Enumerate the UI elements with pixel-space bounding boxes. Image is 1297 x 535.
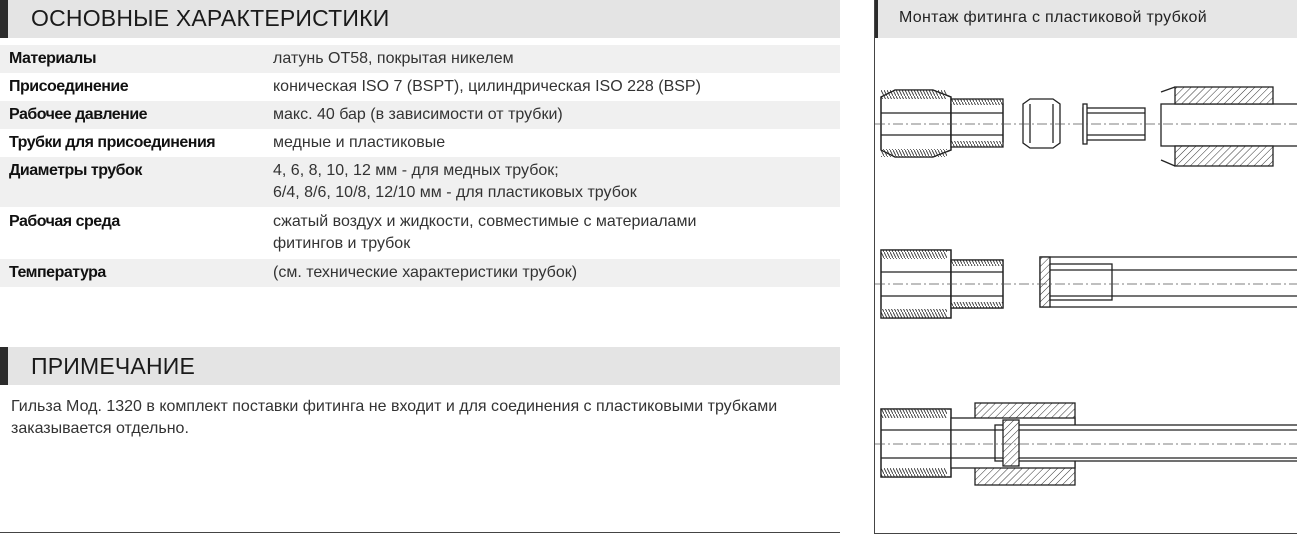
- table-row: [0, 129, 840, 157]
- body-nipple: [951, 104, 1003, 142]
- table-row: [0, 73, 840, 101]
- row-label: Рабочее давление: [9, 106, 148, 123]
- bottom-divider: [0, 532, 840, 533]
- nut-bottom: [1175, 146, 1273, 166]
- row-value-line2: 6/4, 8/6, 10/8, 12/10 мм - для пластиковых трубок: [273, 184, 637, 201]
- panel-title: Монтаж фитинга с пластиковой трубкой: [899, 9, 1207, 26]
- row-value: коническая ISO 7 (BSPT), цилиндрическая ISO 228 (BSP): [273, 78, 701, 95]
- table-row: [0, 259, 840, 287]
- row-label: Диаметры трубок: [9, 162, 142, 179]
- note-title: ПРИМЕЧАНИЕ: [31, 353, 196, 379]
- row-label: Температура: [9, 264, 106, 281]
- row-value: (см. технические характеристики трубок): [273, 264, 578, 281]
- plastic-tube: [1161, 104, 1297, 146]
- ferrule: [1023, 99, 1060, 148]
- header-accent-bar: [0, 347, 8, 385]
- assembly-panel: [874, 0, 1297, 534]
- header-accent-bar: [0, 0, 8, 38]
- specs-header: [0, 0, 840, 38]
- row-value: 4, 6, 8, 10, 12 мм - для медных трубок;: [273, 162, 559, 179]
- fitting-body: [881, 90, 951, 157]
- row-label: Трубки для присоединения: [9, 134, 216, 151]
- note-header: [0, 347, 840, 385]
- nut-top: [1175, 87, 1273, 104]
- row-value: медные и пластиковые: [273, 134, 446, 151]
- table-row: [0, 45, 840, 73]
- table-row: [0, 101, 840, 129]
- step-exploded: [881, 87, 1297, 166]
- row-label: Рабочая среда: [9, 213, 120, 230]
- row-label: Материалы: [9, 50, 96, 67]
- row-value: сжатый воздух и жидкости, совместимые с материалами: [273, 213, 697, 230]
- row-value: макс. 40 бар (в зависимости от трубки): [273, 106, 563, 123]
- specs-title: ОСНОВНЫЕ ХАРАКТЕРИСТИКИ: [31, 5, 390, 31]
- table-row: [0, 157, 840, 207]
- table-row: [0, 207, 840, 259]
- row-label: Присоединение: [9, 78, 129, 95]
- row-value: латунь ОТ58, покрытая никелем: [273, 50, 514, 67]
- row-value-line2: фитингов и трубок: [273, 235, 411, 252]
- note-text: Гильза Мод. 1320 в комплект поставки фитинга не входит и для соединения с пластиковыми трубками заказывается отдельно.: [11, 398, 778, 437]
- assembly-drawing: [875, 0, 1297, 534]
